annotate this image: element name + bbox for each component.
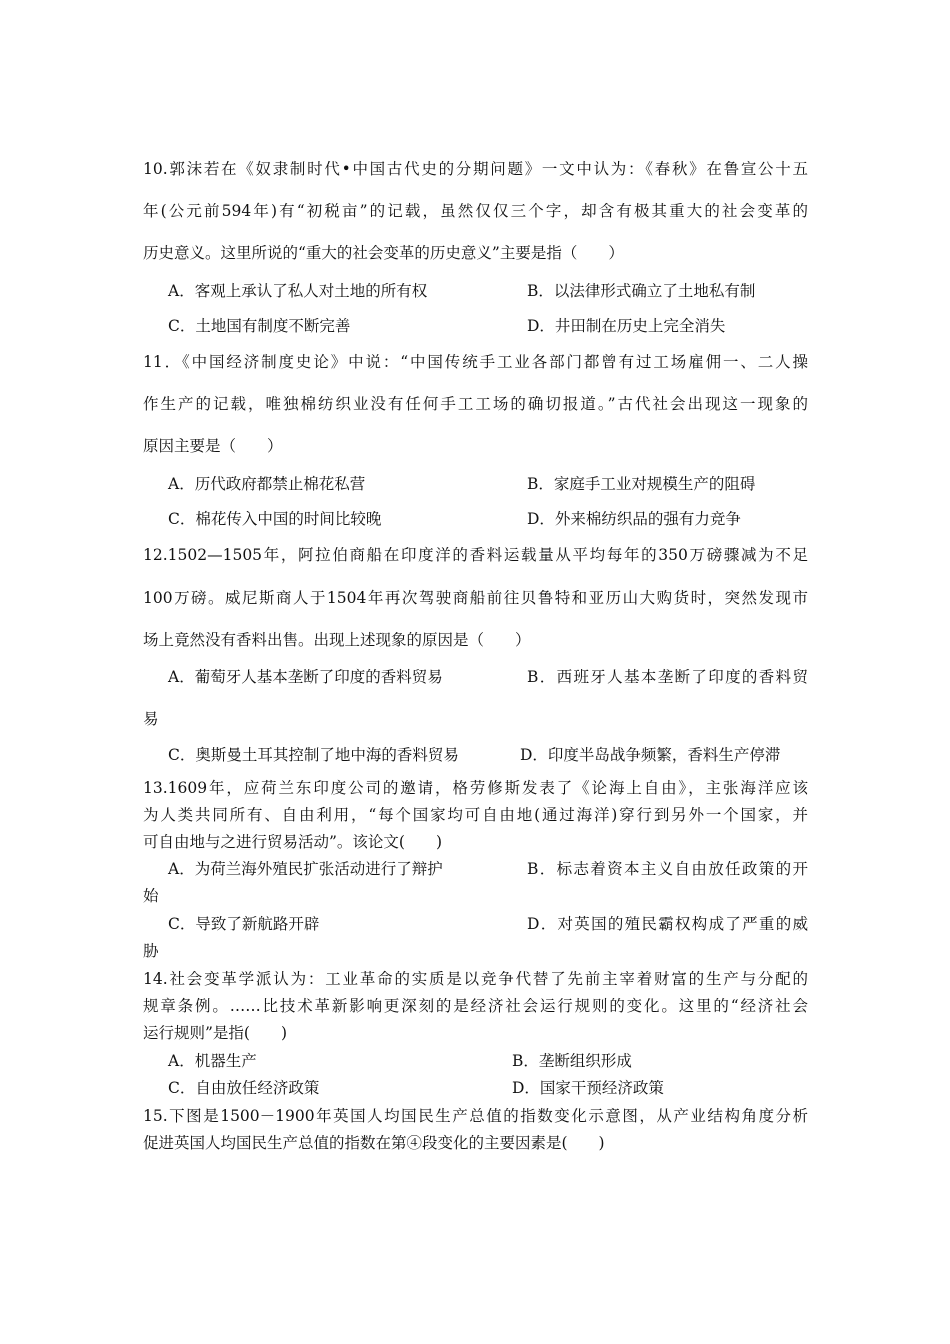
option-d: D．对英国的殖民霸权构成了严重的威 (527, 915, 808, 933)
option-a: A．客观上承认了私人对土地的所有权 (168, 282, 428, 300)
option-c: C．土地国有制度不断完善 (168, 317, 351, 335)
option-b: B．标志着资本主义自由放任政策的开 (527, 860, 808, 878)
option-d: D．印度半岛战争频繁，香料生产停滞 (520, 746, 781, 764)
option-c: C．奥斯曼土耳其控制了地中海的香料贸易 (168, 746, 459, 764)
question-text-line: 规章条例。……比技术革新影响更深刻的是经济社会运行规则的变化。这里的“经济社会 (143, 997, 808, 1015)
question-text-line: 11．《中国经济制度史论》中说：“中国传统手工业各部门都曾有过工场雇佣一、二人操 (143, 353, 808, 371)
option-a: A．历代政府都禁止棉花私营 (168, 475, 366, 493)
question-text-line: 15.下图是1500－1900年英国人均国民生产总值的指数变化示意图，从产业结构角度分析 (143, 1107, 808, 1125)
question-text-line: 年(公元前594年)有“初税亩”的记载，虽然仅仅三个字，却含有极其重大的社会变革的 (143, 202, 808, 220)
option-b: B．以法律形式确立了土地私有制 (527, 282, 756, 300)
question-text-line: 为人类共同所有、自由利用，“每个国家均可自由地(通过海洋)穿行到另外一个国家，并 (143, 806, 808, 824)
question-text-line: 14.社会变革学派认为：工业革命的实质是以竞争代替了先前主宰着财富的生产与分配的 (143, 970, 808, 988)
option-b-wrap: 始 (143, 887, 159, 905)
option-b: B．垄断组织形成 (512, 1052, 632, 1070)
option-a: A．为荷兰海外殖民扩张活动进行了辩护 (168, 860, 443, 878)
option-c: C．棉花传入中国的时间比较晚 (168, 510, 382, 528)
option-d-wrap: 胁 (143, 942, 159, 960)
question-text-line: 10.郭沫若在《奴隶制时代•中国古代史的分期问题》一文中认为：《春秋》在鲁宣公十五 (143, 160, 808, 178)
option-b: B．家庭手工业对规模生产的阻碍 (527, 475, 756, 493)
question-text-line: 100万磅。威尼斯商人于1504年再次驾驶商船前往贝鲁特和亚历山大购货时，突然发现市 (143, 589, 808, 607)
question-text-line: 作生产的记载，唯独棉纺织业没有任何手工工场的确切报道。”古代社会出现这一现象的 (143, 395, 808, 413)
question-text-line: 场上竟然没有香料出售。出现上述现象的原因是（ ） (143, 631, 531, 649)
question-text-line: 13.1609年，应荷兰东印度公司的邀请，格劳修斯发表了《论海上自由》，主张海洋应该 (143, 779, 808, 797)
question-text-line: 可自由地与之进行贸易活动”。该论文( ) (143, 833, 443, 851)
question-text-line: 运行规则”是指( ) (143, 1024, 288, 1042)
option-a: A．机器生产 (168, 1052, 257, 1070)
option-d: D．国家干预经济政策 (512, 1079, 664, 1097)
option-b: B．西班牙人基本垄断了印度的香料贸 (527, 668, 808, 686)
question-text-line: 12.1502—1505年，阿拉伯商船在印度洋的香料运载量从平均每年的350万磅骤减为不足 (143, 546, 808, 564)
option-d: D．外来棉纺织品的强有力竞争 (527, 510, 741, 528)
option-c: C．导致了新航路开辟 (168, 915, 320, 933)
question-text-line: 促进英国人均国民生产总值的指数在第④段变化的主要因素是( ) (143, 1134, 605, 1152)
option-b-wrap: 易 (143, 710, 159, 728)
option-a: A．葡萄牙人基本垄断了印度的香料贸易 (168, 668, 443, 686)
option-c: C．自由放任经济政策 (168, 1079, 320, 1097)
option-d: D．井田制在历史上完全消失 (527, 317, 726, 335)
question-text-line: 历史意义。这里所说的“重大的社会变革的历史意义”主要是指（ ） (143, 244, 624, 262)
question-text-line: 原因主要是（ ） (143, 437, 283, 455)
